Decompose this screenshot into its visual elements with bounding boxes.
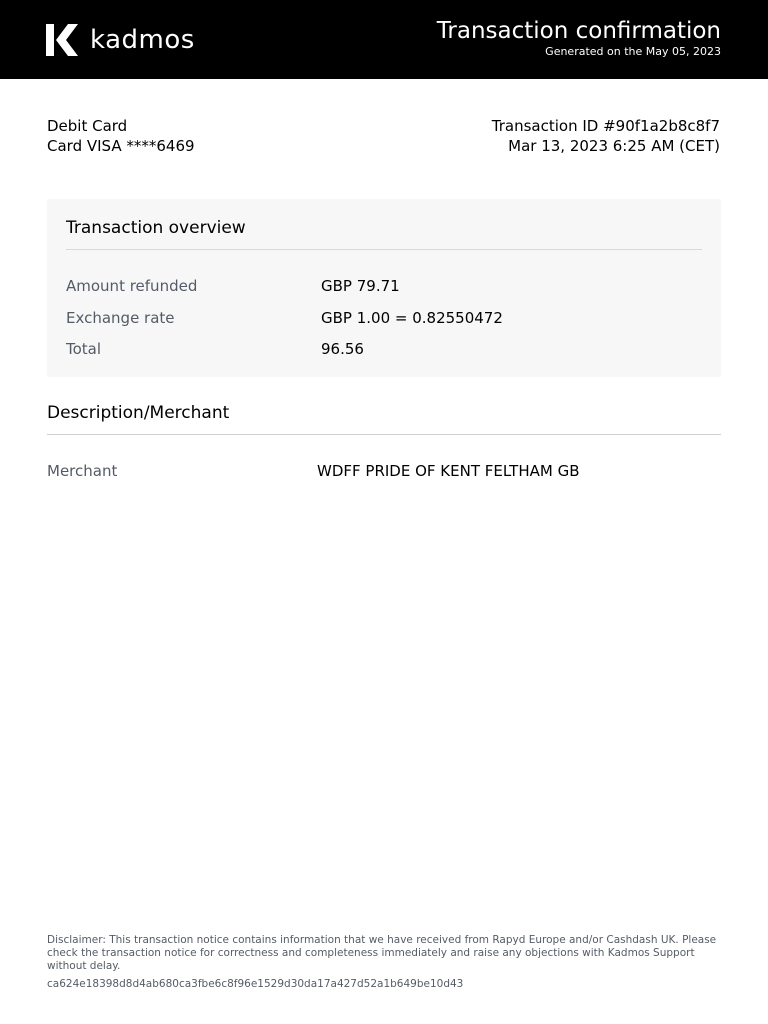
transaction-overview-panel (47, 199, 721, 377)
document-hash: ca624e18398d8d4ab680ca3fbe6c8f96e1529d30da17a427d52a1b649be10d43 (47, 978, 464, 990)
amount-refunded-label: Amount refunded (66, 277, 198, 295)
description-divider (47, 434, 721, 435)
card-number: Card VISA ****6469 (47, 137, 195, 155)
exchange-rate-label: Exchange rate (66, 309, 175, 327)
exchange-rate-value: GBP 1.00 = 0.82550472 (321, 309, 503, 327)
merchant-value: WDFF PRIDE OF KENT FELTHAM GB (317, 462, 580, 480)
total-label: Total (66, 340, 102, 358)
card-info (47, 116, 195, 156)
overview-divider (66, 249, 702, 250)
document-title: Transaction confirmation (436, 18, 721, 44)
kadmos-logo-icon (46, 24, 78, 56)
card-type: Debit Card (47, 117, 128, 135)
header-titles (437, 17, 721, 59)
brand-name: kadmos (90, 25, 195, 55)
page-header (0, 0, 768, 79)
kadmos-logo (46, 24, 195, 56)
amount-refunded-value: GBP 79.71 (321, 277, 400, 295)
total-value: 96.56 (321, 340, 364, 358)
transaction-id: Transaction ID #90f1a2b8c8f7 (491, 117, 720, 135)
transaction-datetime: Mar 13, 2023 6:25 AM (CET) (508, 137, 720, 155)
merchant-label: Merchant (47, 462, 118, 480)
disclaimer-text: Disclaimer: This transaction notice contains information that we have received from Rapyd Europe and/or Cashdash UK. Please check the transaction notice for correctness and completeness immediately and raise any objections with Kadmos Support without delay. (47, 934, 717, 972)
description-title: Description/Merchant (47, 403, 230, 423)
transaction-info (492, 116, 720, 156)
overview-title: Transaction overview (66, 218, 246, 238)
generated-date: Generated on the May 05, 2023 (545, 45, 721, 58)
footer (47, 934, 717, 991)
